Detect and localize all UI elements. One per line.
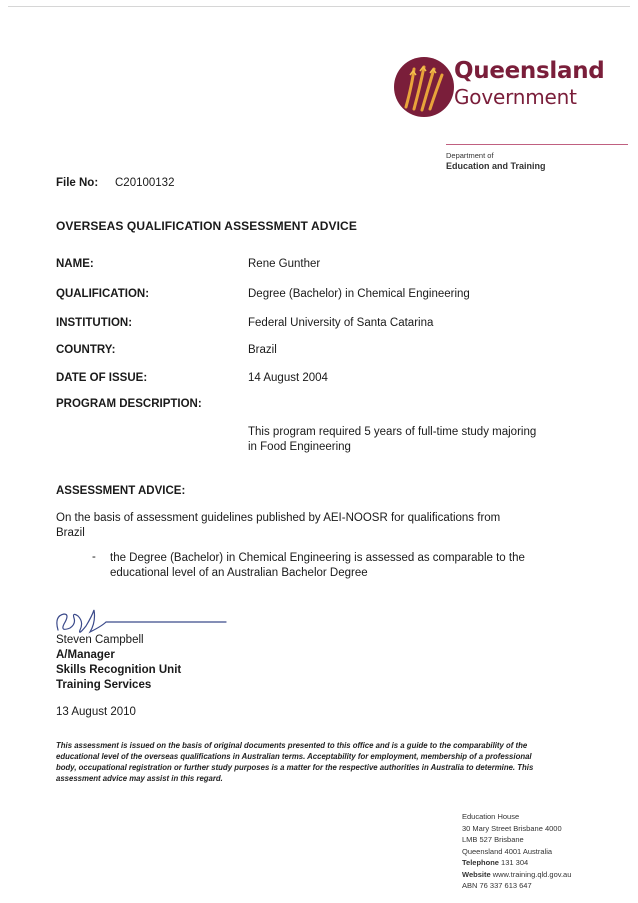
- signatory-title-1: A/Manager: [56, 649, 115, 661]
- assessment-advice-label: ASSESSMENT ADVICE:: [56, 485, 186, 497]
- website-label: Website: [462, 869, 491, 879]
- field-label-institution: INSTITUTION:: [56, 317, 133, 329]
- office-address: [462, 811, 571, 892]
- file-number-label: File No:: [56, 177, 99, 189]
- address-line-4: Queensland 4001 Australia: [462, 846, 553, 856]
- address-line-3: LMB 527 Brisbane: [462, 835, 524, 844]
- department-rule: [446, 144, 628, 145]
- department-label: Department of: [446, 151, 494, 160]
- assessment-basis-text: On the basis of assessment guidelines published by AEI-NOOSR for qualifications from Brazil: [56, 512, 501, 539]
- top-edge-line: [8, 6, 630, 7]
- telephone-value: 131 304: [501, 858, 529, 867]
- website-value: www.training.qld.gov.au: [492, 869, 572, 879]
- program-description-text: This program required 5 years of full-time study majoring in Food Engineering: [248, 426, 537, 453]
- field-value-institution: Federal University of Santa Catarina: [248, 317, 434, 329]
- field-value-country: Brazil: [248, 344, 277, 356]
- field-label-qualification: QUALIFICATION:: [56, 288, 150, 300]
- address-website: [462, 869, 571, 881]
- queensland-emblem-icon: [392, 55, 456, 119]
- signatory-title-2: Skills Recognition Unit: [56, 664, 182, 676]
- telephone-label: Telephone: [462, 858, 499, 867]
- program-description-label: PROGRAM DESCRIPTION:: [56, 398, 202, 410]
- queensland-government-logo: [392, 55, 632, 125]
- document-title: OVERSEAS QUALIFICATION ASSESSMENT ADVICE: [56, 219, 357, 233]
- field-value-qualification: Degree (Bachelor) in Chemical Engineering: [248, 288, 470, 300]
- assessment-bullet-dash: -: [92, 551, 96, 563]
- field-value-name: Rene Gunther: [248, 258, 321, 270]
- brand-line-1: Queensland: [454, 58, 605, 84]
- handwritten-signature: [50, 604, 230, 638]
- field-label-date-of-issue: DATE OF ISSUE:: [56, 372, 148, 384]
- assessment-bullet-text: the Degree (Bachelor) in Chemical Engineering is assessed as comparable to the educational level of an Australian Bachelor Degree: [110, 552, 525, 579]
- address-abn: ABN 76 337 613 647: [462, 881, 532, 890]
- field-label-name: NAME:: [56, 258, 94, 270]
- field-label-country: COUNTRY:: [56, 344, 116, 356]
- address-line-1: Education House: [462, 812, 520, 821]
- file-number-value: C20100132: [115, 177, 175, 189]
- department-name: Education and Training: [446, 161, 546, 171]
- address-telephone: [462, 857, 571, 869]
- brand-line-2: Government: [454, 85, 577, 109]
- signatory-name: Steven Campbell: [56, 634, 144, 646]
- disclaimer-text: This assessment is issued on the basis of original documents presented to this office and is a guide to the comparability of the educational level of the overseas qualifications in Australian terms. Acceptability for employment, membership of a professional body, occupational registration or further study purposes is a matter for the respective authorities in Australia to determine. This assessment advice may assist in this regard.: [56, 741, 534, 783]
- signature-date: 13 August 2010: [56, 706, 136, 718]
- address-line-2: 30 Mary Street Brisbane 4000: [462, 823, 562, 833]
- signatory-title-3: Training Services: [56, 679, 152, 691]
- field-value-date-of-issue: 14 August 2004: [248, 372, 328, 384]
